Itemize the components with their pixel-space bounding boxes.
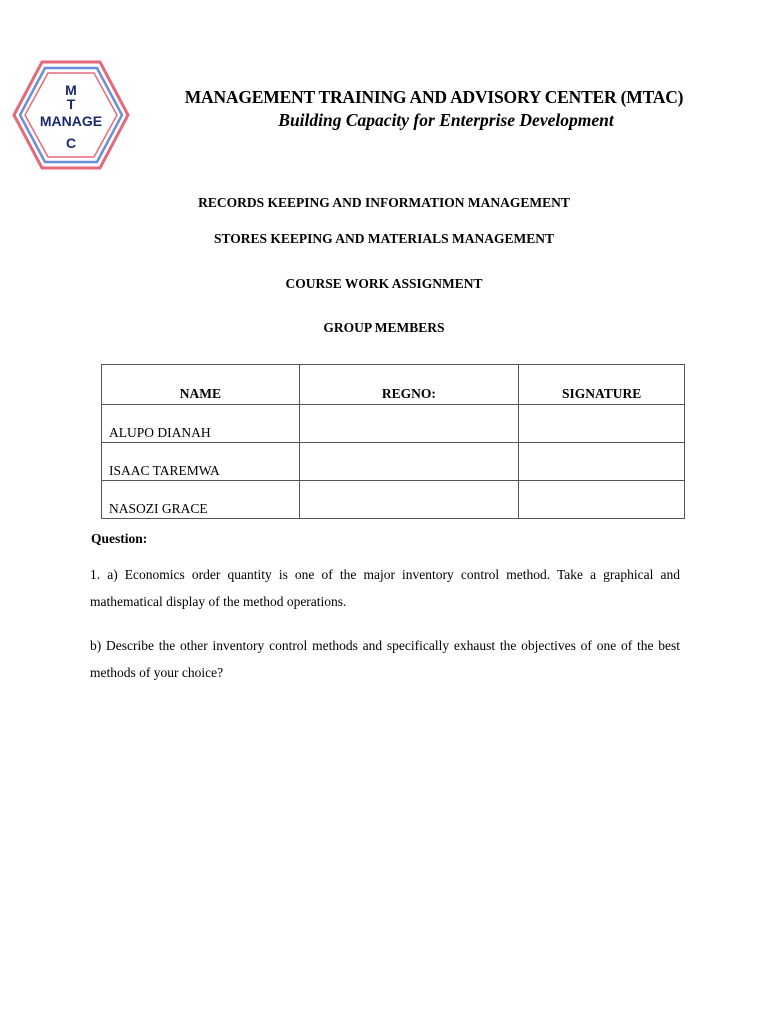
table-row (102, 405, 685, 443)
table-row (102, 443, 685, 481)
member-signature (519, 481, 685, 519)
assignment-title: COURSE WORK ASSIGNMENT (285, 276, 483, 291)
question-part-a: 1. a) Economics order quantity is one of the major inventory control method. Take a graphical and mathematical display of the method operations. (90, 567, 680, 609)
member-signature (519, 443, 685, 481)
column-header-regno: REGNO: (299, 365, 519, 405)
member-name: ALUPO DIANAH (102, 405, 300, 443)
member-name: NASOZI GRACE (102, 481, 300, 519)
organization-tagline: Building Capacity for Enterprise Development (278, 110, 614, 130)
course-title-records: RECORDS KEEPING AND INFORMATION MANAGEMENT (198, 195, 570, 210)
question-part-b: b) Describe the other inventory control methods and specifically exhaust the objectives of one of the best methods of your choice? (90, 638, 680, 680)
organization-title: MANAGEMENT TRAINING AND ADVISORY CENTER (MTAC) (184, 87, 684, 107)
logo-word: MANAGE (39, 113, 103, 129)
table-header-row (102, 365, 685, 405)
logo-letter-c: C (65, 135, 77, 151)
course-title-stores: STORES KEEPING AND MATERIALS MANAGEMENT (213, 231, 555, 246)
member-name: ISAAC TAREMWA (102, 443, 300, 481)
table-row (102, 481, 685, 519)
column-header-signature: SIGNATURE (519, 365, 685, 405)
question-label: Question: (91, 531, 148, 546)
member-regno (299, 481, 519, 519)
logo-letter-t: T (66, 96, 76, 112)
member-signature (519, 405, 685, 443)
group-members-heading: GROUP MEMBERS (323, 320, 445, 335)
column-header-name: NAME (102, 365, 300, 405)
group-members-table (101, 364, 685, 519)
member-regno (299, 405, 519, 443)
logo-letter-m: M (65, 82, 77, 98)
member-regno (299, 443, 519, 481)
